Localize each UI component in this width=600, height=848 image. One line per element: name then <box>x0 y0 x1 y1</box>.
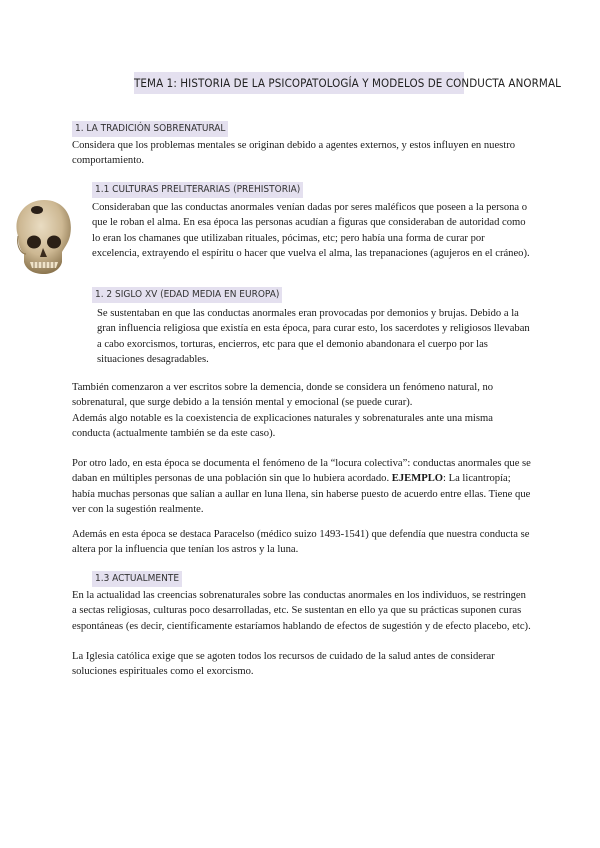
ejemplo-label: EJEMPLO <box>391 473 444 485</box>
section-heading-sobrenatural: 1. LA TRADICIÓN SOBRENATURAL <box>72 121 228 137</box>
section-heading-prehistoria: 1.1 CULTURAS PRELITERARIAS (PREHISTORIA) <box>92 182 303 198</box>
paragraph-actualidad: En la actualidad las creencias sobrenaturales sobre las conductas anormales en los individuos, se restringen a sectas religiosas, culturas poco desarrolladas, etc. Se sustentan en ello ya que su prácticas suponen curas espontáneas (es decir, científicamente estaríamos hablando de efectos de sugestión y de efecto placebo, etc). <box>72 590 531 632</box>
paragraph-demencia: También comenzaron a ver escritos sobre la demencia, donde se considera un fenómeno natural, no sobrenatural, que surge debido a la tensión mental y emocional (se puede curar). <box>72 382 494 409</box>
locura-text: Por otro lado, en esta época se documenta el fenómeno de la “locura colectiva”: conductas anormales que se daban en múltiples personas de una población sin que lo hubiera acordado. <box>72 458 531 485</box>
licantropia-text: : La licantropía; había muchas personas que salían a aullar en luna llena, sin haberse puesto de acuerdo entre ellas. Tiene que ver con la sugestión realmente. <box>72 473 531 516</box>
section-heading-siglo-xv: 1. 2 SIGLO XV (EDAD MEDIA EN EUROPA) <box>92 287 282 303</box>
skull-icon <box>6 196 78 278</box>
page-title: TEMA 1: HISTORIA DE LA PSICOPATOLOGÍA Y MODELOS DE CONDUCTA ANORMAL <box>134 72 464 94</box>
section-text-siglo-xv: Se sustentaban en que las conductas anormales eran provocadas por demonios y brujas. Debido a la gran influencia religiosa que existía en esta época, para curar esto, los sacerdotes y religiosos llevaban a cabo exorcismos, torturas, encierros, etc para que el demonio abandonara el cuerpo por las situaciones desagradables. <box>97 308 530 366</box>
section-text-prehistoria: Consideraban que las conductas anormales venían dadas por seres maléficos que poseen a la persona o que le roban el alma. En esa época las personas acudían a figuras que consideraban de autoridad como lo eran los chamanes que utilizaban rituales, pócimas, etc; pero había una forma de curar por excelencia, extrayendo el espíritu o hacer que vuelva el alma, las trepanaciones (agujeros en el cráneo). <box>92 202 530 260</box>
paragraph-locura-colectiva <box>72 456 532 518</box>
paragraph-paracelso: Además en esta época se destaca Paracelso (médico suizo 1493-1541) que defendía que nuestra conducta se altera por la influencia que tenían los astros y la luna. <box>72 529 530 556</box>
paragraph-iglesia: La Iglesia católica exige que se agoten todos los recursos de cuidado de la salud antes de considerar soluciones espirituales como el exorcismo. <box>72 651 495 678</box>
paragraph-coexistencia: Además algo notable es la coexistencia de explicaciones naturales y sobrenaturales ante una misma conducta (actualmente también se da este caso). <box>72 413 493 440</box>
section-text-sobrenatural: Considera que los problemas mentales se originan debido a agentes externos, y estos influyen en nuestro comportamiento. <box>72 140 516 167</box>
section-heading-actualmente: 1.3 ACTUALMENTE <box>92 571 182 587</box>
